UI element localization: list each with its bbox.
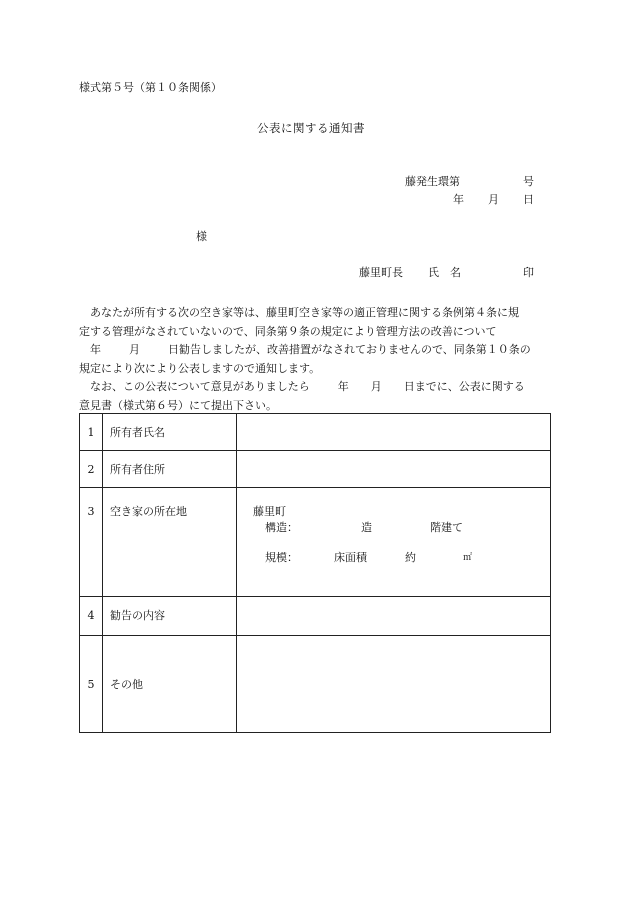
owner-address-value: [237, 451, 551, 488]
body-line: 定する管理がなされていないので、同条第９条の規定により管理方法の改善について: [79, 324, 497, 338]
table-row: [80, 414, 551, 451]
body-year: 年: [337, 380, 349, 393]
body-day-text: 日までに、公表に関する: [403, 380, 525, 393]
row-label: 空き家の所在地: [103, 488, 237, 597]
body-year: 年: [79, 343, 101, 356]
property-table: [79, 413, 551, 733]
table-row: [80, 488, 551, 597]
issuer-title: 藤里町長: [359, 266, 403, 279]
row-number: 1: [80, 414, 103, 451]
structure-unit: 造: [361, 521, 372, 534]
location-value: [237, 488, 551, 597]
floors-unit: 階建て: [430, 521, 463, 534]
form-number: 様式第５号（第１０条関係）: [79, 81, 222, 94]
row-number: 2: [80, 451, 103, 488]
table-row: [80, 636, 551, 733]
floor-area-label: 床面積: [334, 551, 367, 564]
other-value: [237, 636, 551, 733]
row-label: その他: [103, 636, 237, 733]
body-line: 意見書（様式第６号）にて提出下さい。: [79, 398, 277, 412]
issuer-name-label: 氏 名: [428, 266, 461, 279]
area-unit: ㎡: [463, 553, 473, 563]
body-month: 月: [370, 380, 382, 393]
body-line: [79, 341, 555, 360]
date-year-label: 年: [453, 193, 464, 206]
seal-mark: 印: [523, 266, 534, 279]
body-line: あなたが所有する次の空き家等は、藤里町空き家等の適正管理に関する条例第４条に規: [79, 306, 519, 319]
body-line: 規定により次により公表しますので通知します。: [79, 361, 321, 375]
notice-body: [79, 304, 555, 415]
row-label: 勧告の内容: [103, 597, 237, 636]
owner-name-value: [237, 414, 551, 451]
row-label: 所有者氏名: [103, 414, 237, 451]
approx-label: 約: [405, 551, 416, 564]
date-month-label: 月: [488, 193, 499, 206]
row-label: 所有者住所: [103, 451, 237, 488]
row-number: 3: [80, 488, 103, 597]
body-line: [79, 378, 555, 397]
date-day-label: 日: [523, 193, 534, 206]
recipient-honorific: 様: [196, 230, 207, 243]
doc-number-prefix: 藤発生環第: [405, 175, 460, 188]
location-town: 藤里町: [253, 505, 286, 518]
scale-label: 規模：: [265, 551, 298, 564]
row-number: 5: [80, 636, 103, 733]
table-row: [80, 451, 551, 488]
body-day-text: 日勧告しましたが、改善措置がなされておりませんので、同条第１０条の: [168, 343, 531, 356]
row-number: 4: [80, 597, 103, 636]
recommendation-value: [237, 597, 551, 636]
doc-number-suffix: 号: [523, 175, 534, 188]
body-month: 月: [129, 343, 140, 356]
table-row: [80, 597, 551, 636]
structure-label: 構造：: [265, 521, 298, 534]
document-title: 公表に関する通知書: [257, 121, 365, 135]
body-text: なお、この公表について意見がありましたら: [79, 380, 310, 393]
